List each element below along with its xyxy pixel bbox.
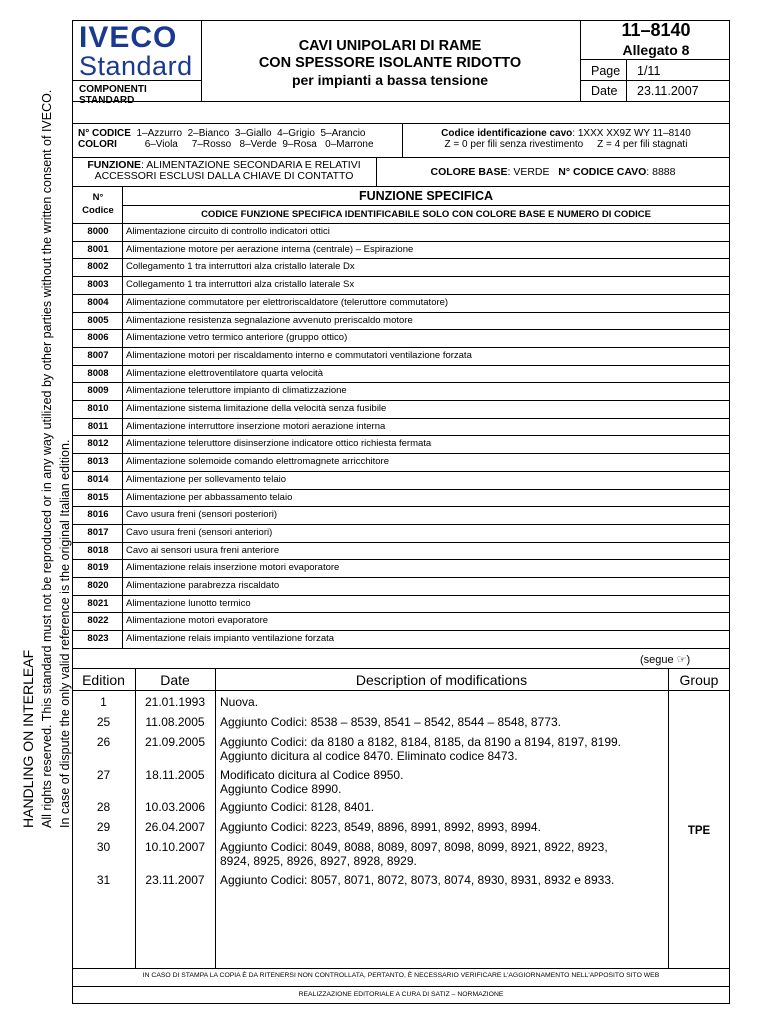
- date-label: Date: [591, 84, 618, 98]
- row-divider: [72, 577, 730, 578]
- row-code: 8022: [87, 615, 109, 627]
- row-divider: [72, 258, 730, 259]
- row-description: Collegamento 1 tra interruttori alza cristallo laterale Dx: [126, 261, 355, 273]
- colori-row: [78, 139, 374, 150]
- row-code: 8020: [87, 580, 109, 591]
- row-code: 8021: [87, 597, 109, 609]
- row-description: Alimentazione elettroventilatore quarta velocità: [126, 367, 323, 379]
- row-description: Cavo ai sensori usura freni anteriore: [126, 544, 280, 556]
- row-code: 8002: [87, 261, 109, 273]
- table-subheader: CODICE FUNZIONE SPECIFICA IDENTIFICABILE SOLO CON COLORE BASE E NUMERO DI CODICE: [201, 209, 651, 220]
- row-description: Alimentazione motori per riscaldamento interno e commutatori ventilazione forzata: [126, 349, 472, 361]
- row-description: Alimentazione relais impianto ventilazione forzata: [126, 633, 335, 645]
- colori-label: COLORI: [78, 139, 117, 150]
- row-divider: [72, 294, 730, 295]
- document-title: [204, 38, 576, 89]
- row-description: Alimentazione vetro termico anteriore (gruppo ottico): [126, 332, 348, 344]
- col-code-header: [74, 191, 122, 217]
- group-value: TPE: [687, 825, 711, 837]
- codice-row: [78, 128, 365, 139]
- edition-number: 25: [96, 715, 111, 729]
- codice-cavo-value: : 8888: [646, 166, 676, 178]
- footer-print-notice: IN CASO DI STAMPA LA COPIA È DA RITENERSI NON CONTROLLATA, PERTANTO, È NECESSARIO VERIFICARE L'AGGIORNAMENTO NELL'APPOSITO SITO WEB: [142, 972, 660, 979]
- row-code: 8004: [87, 296, 109, 308]
- edition-description: Aggiunto Codici: 8049, 8088, 8089, 8097, 8098, 8099, 8921, 8922, 8923,: [220, 840, 608, 854]
- edition-description: Aggiunto Codici: 8057, 8071, 8072, 8073, 8074, 8930, 8931, 8932 e 8933.: [220, 873, 615, 887]
- funzione-value-2: ACCESSORI ESCLUSI DALLA CHIAVE DI CONTATTO: [94, 170, 354, 182]
- brand-name: IVECO: [79, 21, 178, 54]
- page-label: Page: [591, 64, 621, 78]
- row-code: 8005: [87, 314, 109, 326]
- row-code: 8009: [87, 385, 109, 397]
- side-rights-text: All rights reserved. This standard must not be reproduced or in any way utilized by other parties without the written consent of IVECO.: [40, 89, 54, 828]
- row-divider: [72, 612, 730, 613]
- edition-description: Aggiunto Codici: da 8180 a 8182, 8184, 8185, da 8190 a 8194, 8197, 8199.: [220, 735, 622, 749]
- edition-description-cont: Aggiunto Codice 8990.: [220, 782, 342, 796]
- row-divider: [72, 630, 730, 631]
- ident-row: [402, 128, 730, 139]
- row-description: Cavo usura freni (sensori anteriori): [126, 526, 273, 538]
- row-code: 8023: [87, 633, 109, 645]
- edition-date: 23.11.2007: [145, 873, 205, 887]
- colori-values: 6–Viola 7–Rosso 8–Verde 9–Rosa 0–Marrone: [144, 139, 374, 150]
- row-description: Alimentazione motore per aerazione interna (centrale) – Espirazione: [126, 243, 414, 255]
- row-description: Alimentazione per sollevamento telaio: [126, 473, 287, 485]
- edition-description-cont: Aggiunto dicitura al codice 8470. Eliminato codice 8473.: [220, 749, 518, 763]
- row-divider: [72, 542, 730, 543]
- page-value: 1/11: [637, 64, 661, 78]
- row-description: Alimentazione motori evaporatore: [126, 615, 269, 627]
- row-description: Cavo usura freni (sensori posteriori): [126, 509, 278, 521]
- row-description: Alimentazione resistenza segnalazione avvenuto preriscaldo motore: [126, 314, 413, 326]
- standard-label: Standard: [79, 51, 193, 81]
- edition-number: 31: [96, 873, 111, 887]
- row-code: 8003: [87, 279, 109, 291]
- title-line-1: CAVI UNIPOLARI DI RAME: [298, 38, 482, 54]
- edition-number: 26: [96, 735, 111, 749]
- row-code: 8017: [87, 526, 109, 538]
- doc-number: 11–8140: [621, 20, 691, 40]
- row-divider: [72, 489, 730, 490]
- row-code: 8010: [87, 403, 109, 414]
- edition-description: Nuova.: [220, 695, 259, 709]
- edition-date: 18.11.2005: [145, 768, 205, 782]
- row-description: Alimentazione parabrezza riscaldato: [126, 580, 280, 591]
- ident-value: : 1XXX XX9Z WY 11–8140: [572, 128, 691, 139]
- funzione-label: FUNZIONE: [87, 159, 142, 171]
- codice-values: 1–Azzurro 2–Bianco 3–Giallo 4–Grigio 5–Arancio: [136, 128, 366, 139]
- colore-base-label: COLORE BASE: [430, 166, 508, 178]
- edition-number: 27: [96, 768, 111, 782]
- col-func-header: FUNZIONE SPECIFICA: [358, 189, 494, 203]
- side-dispute-text: In case of dispute the only valid reference is the original Italian edition.: [58, 439, 72, 828]
- row-code: 8011: [87, 420, 109, 432]
- edition-header: Edition: [82, 672, 125, 688]
- row-divider: [72, 400, 730, 401]
- ident-note: Z = 0 per fili senza rivestimento Z = 4 per fili stagnati: [444, 139, 688, 150]
- row-code: 8016: [87, 509, 109, 521]
- codice-cavo-label: N° CODICE CAVO: [558, 166, 647, 178]
- edition-number: 29: [96, 820, 111, 834]
- row-code: 8000: [87, 226, 109, 237]
- allegato-label: Allegato 8: [622, 42, 690, 58]
- row-code: 8006: [87, 332, 109, 344]
- edition-description-cont: 8924, 8925, 8926, 8927, 8928, 8929.: [220, 854, 417, 868]
- row-code: 8015: [87, 491, 109, 503]
- edition-description: Aggiunto Codici: 8223, 8549, 8896, 8991, 8992, 8993, 8994.: [220, 820, 541, 834]
- row-divider: [72, 312, 730, 313]
- row-description: Alimentazione solemoide comando elettromagnete arricchitore: [126, 456, 389, 468]
- ident-label: Codice identificazione cavo: [441, 128, 573, 139]
- row-divider: [72, 347, 730, 348]
- edition-description: Aggiunto Codici: 8538 – 8539, 8541 – 8542, 8544 – 8548, 8773.: [220, 715, 561, 729]
- edition-date: 21.01.1993: [144, 695, 206, 709]
- componenti-label: COMPONENTI STANDARD: [79, 84, 147, 106]
- row-description: Alimentazione per abbassamento telaio: [126, 491, 293, 503]
- edition-number: 28: [96, 800, 111, 814]
- row-code: 8014: [87, 473, 109, 485]
- group-header: Group: [679, 672, 719, 688]
- edition-date: 21.09.2005: [144, 735, 206, 749]
- row-code: 8007: [87, 349, 109, 361]
- edition-number: 30: [96, 840, 111, 854]
- date-value: 23.11.2007: [637, 84, 699, 98]
- row-divider: [72, 435, 730, 436]
- row-description: Alimentazione interruttore inserzione motori aerazione interna: [126, 420, 386, 432]
- row-divider: [72, 276, 730, 277]
- col-code-line-1: N°: [92, 192, 104, 203]
- row-divider: [72, 418, 730, 419]
- edition-date: 10.03.2006: [144, 800, 206, 814]
- row-code: 8013: [87, 456, 109, 468]
- row-description: Alimentazione circuito di controllo indicatori ottici: [126, 226, 330, 237]
- codice-label: N° CODICE: [78, 128, 131, 139]
- row-code: 8018: [87, 544, 109, 556]
- row-divider: [72, 559, 730, 560]
- row-divider: [72, 329, 730, 330]
- row-code: 8012: [87, 438, 109, 450]
- col-code-line-2: Codice: [82, 205, 114, 216]
- row-description: Collegamento 1 tra interruttori alza cristallo laterale Sx: [126, 279, 355, 291]
- title-line-2: CON SPESSORE ISOLANTE RIDOTTO: [258, 55, 522, 71]
- row-divider: [72, 365, 730, 366]
- description-header: Description of modifications: [355, 672, 528, 688]
- footer-editorial: REALIZZAZIONE EDITORIALE A CURA DI SATIZ – NORMAZIONE: [298, 991, 504, 998]
- row-divider: [72, 524, 730, 525]
- row-divider: [72, 595, 730, 596]
- funzione-value-1: : ALIMENTAZIONE SECONDARIA E RELATIVI: [141, 159, 361, 171]
- edition-date: 26.04.2007: [144, 820, 206, 834]
- date-header: Date: [160, 672, 190, 688]
- row-description: Alimentazione relais inserzione motori evaporatore: [126, 562, 340, 574]
- row-code: 8008: [87, 367, 109, 379]
- row-description: Alimentazione teleruttore disinserzione indicatore ottico richiesta fermata: [126, 438, 432, 450]
- title-line-3: per impianti a bassa tensione: [291, 72, 489, 88]
- edition-date: 11.08.2005: [145, 715, 205, 729]
- row-code: 8001: [87, 243, 109, 255]
- colore-base-value: : VERDE: [507, 166, 550, 178]
- edition-description: Modificato dicitura al Codice 8950.: [220, 768, 404, 782]
- row-description: Alimentazione lunotto termico: [126, 597, 251, 609]
- colore-base-row: [376, 166, 730, 178]
- row-divider: [72, 471, 730, 472]
- side-handling-text: HANDLING ON INTERLEAF: [20, 649, 36, 828]
- edition-date: 10.10.2007: [144, 840, 206, 854]
- edition-number: 1: [100, 695, 107, 709]
- iveco-logo: [73, 21, 201, 106]
- row-divider: [72, 453, 730, 454]
- row-description: Alimentazione commutatore per elettroriscaldatore (teleruttore commutatore): [126, 296, 449, 308]
- row-description: Alimentazione sistema limitazione della velocità senza fusibile: [126, 403, 387, 414]
- row-divider: [72, 382, 730, 383]
- row-description: Alimentazione teleruttore impianto di climatizzazione: [126, 385, 347, 397]
- row-divider: [72, 241, 730, 242]
- row-code: 8019: [87, 562, 109, 574]
- segue-label: (segue ☞): [640, 654, 691, 666]
- row-divider: [72, 506, 730, 507]
- edition-description: Aggiunto Codici: 8128, 8401.: [220, 800, 375, 814]
